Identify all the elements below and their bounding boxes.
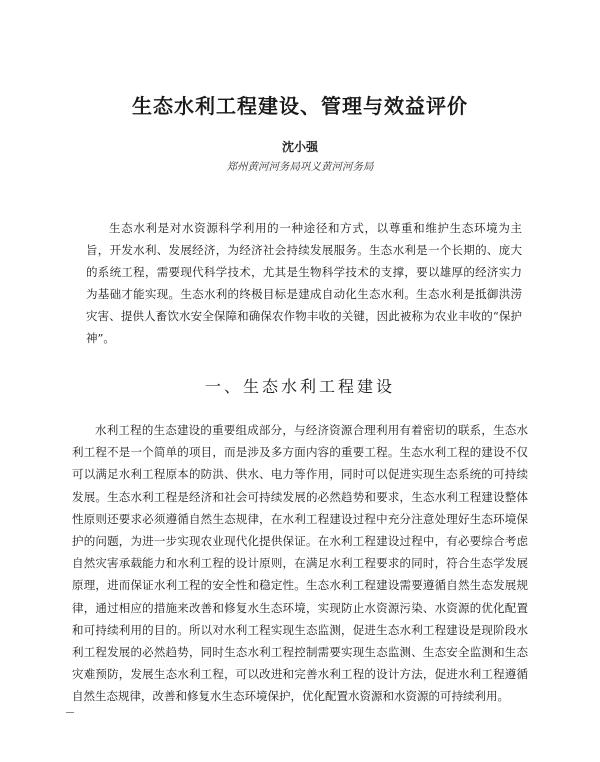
margin-mark: [66, 712, 74, 713]
section-body-paragraph: 水利工程的生态建设的重要组成部分，与经济资源合理利用有着密切的联系，生态水利工程不是一个简单的项目，而是涉及多方面内容的重要工程。生态水利工程的建设不仅可以满足水利工程原本的防洪、供水、电力等作用，同时可以促进实现生态系统的可持续发展。生态水利工程是经济和社会可持续发展的必然趋势和要求，生态水利工程建设整体性原则还要求必须遵循自然生态规律，在水利工程建设过程中充分注意处理好生态环境保护的问题，为进一步实现农业现代化提供保证。在水利工程建设过程中，有必要综合考虑自然灾害承载能力和水利工程的设计原则，在满足水利工程要求的同时，符合生态学发展原理，进而保证水利工程的安全性和稳定性。生态水利工程建设需要遵循自然生态发展规律，通过相应的措施来改善和修复水生态环境，实现防止水资源污染、水资源的优化配置和可持续利用的目的。所以对水利工程实现生态监测，促进生态水利工程建设是现阶段水利工程发展的必然趋势，同时生态水利工程控制需要实现生态监测、生态安全监测和生态灾难预防，发展生态水利工程，可以改进和完善水利工程的设计方法，促进水利工程遵循自然生态规律，改善和修复水生态环境保护，优化配置水资源和水资源的可持续利用。: [72, 423, 528, 704]
paper-title: 生态水利工程建设、管理与效益评价: [132, 94, 468, 118]
section-heading: 一、生态水利工程建设: [204, 377, 395, 396]
abstract-paragraph: 生态水利是对水资源科学利用的一种途径和方式，以尊重和维护生态环境为主旨，开发水利、发展经济，为经济社会持续发展服务。生态水利是一个长期的、庞大的系统工程，需要现代科学技术，尤其是生物科学技术的支撑，要以雄厚的经济实力为基础才能实现。生态水利的终极目标是建成自动化生态水利。生态水利是抵御洪涝灾害、提供人畜饮水安全保障和确保农作物丰收的关键，因此被称为农业丰收的“保护神”。: [86, 221, 522, 345]
author-name: 沈小强: [281, 140, 318, 154]
author-affiliation: 郑州黄河河务局巩义黄河河务局: [226, 161, 374, 173]
